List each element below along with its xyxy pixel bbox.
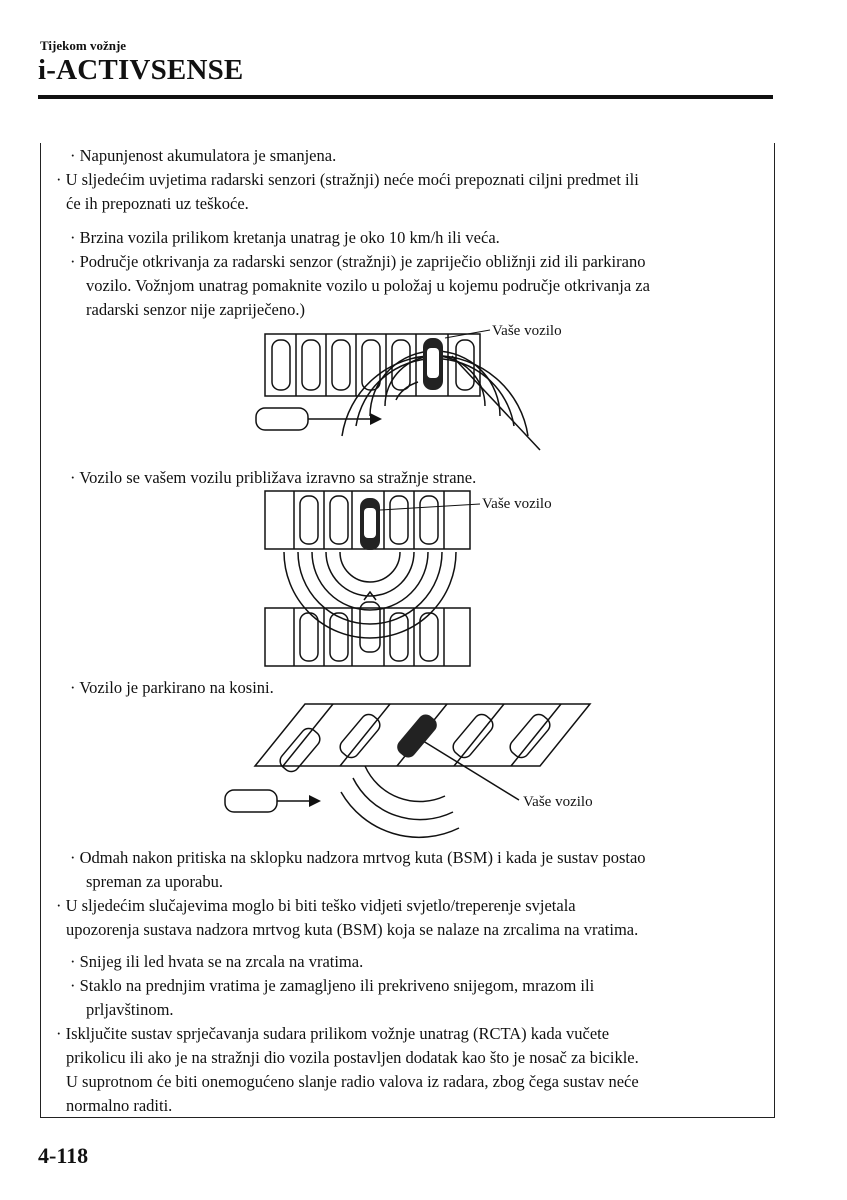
figure-slanted-parking	[215, 696, 615, 846]
item-snow: · Snijeg ili led hvata se na zrcala na vratima.	[70, 952, 364, 971]
rear-radar-intro-line2: će ih prepoznati uz teškoće.	[66, 194, 249, 213]
figure-approach-rear	[260, 486, 580, 676]
item-obstruct-line1: · Područje otkrivanja za radarski senzor (stražnji) je zapriječio obližnji zid ili parkirano	[70, 252, 646, 271]
rcta-line2: prikolicu ili ako je na stražnji dio vozila postavljen dodatak kao što je nosač za bicikle.	[66, 1048, 639, 1067]
bsm-intro-line2: upozorenja sustava nadzora mrtvog kuta (BSM) koja se nalaze na zrcalima na vratima.	[66, 920, 639, 939]
rcta-line4: normalno raditi.	[66, 1096, 173, 1115]
rcta-line3: U suprotnom će biti onemogućeno slanje radio valova iz radara, zbog čega sustav neće	[66, 1072, 639, 1091]
item-glass-line2: prljavštinom.	[86, 1000, 174, 1019]
item-glass-line1: · Staklo na prednjim vratima je zamagljeno ili prekriveno snijegom, mrazom ili	[70, 976, 595, 995]
rcta-line1: · Isključite sustav sprječavanja sudara prilikom vožnje unatrag (RCTA) kada vučete	[56, 1024, 610, 1043]
item-obstruct-line3: radarski senzor nije zapriječeno.)	[86, 300, 305, 319]
item-obstruct-line2: vozilo. Vožnjom unatrag pomaknite vozilo u položaj u kojemu područje otkrivanja za	[86, 276, 650, 295]
item-slope: · Vozilo je parkirano na kosini.	[70, 678, 274, 697]
figure-1-label: Vaše vozilo	[492, 323, 562, 339]
figure-3-label: Vaše vozilo	[523, 794, 593, 810]
item-bsm-line2: spreman za uporabu.	[86, 872, 223, 891]
item-battery: · Napunjenost akumulatora je smanjena.	[70, 146, 337, 165]
item-bsm-line1: · Odmah nakon pritiska na sklopku nadzora mrtvog kuta (BSM) i kada je sustav postao	[70, 848, 646, 867]
figure-2-label: Vaše vozilo	[482, 496, 552, 512]
page-number: 4-118	[38, 1143, 89, 1168]
item-speed: · Brzina vozila prilikom kretanja unatrag je oko 10 km/h ili veća.	[70, 228, 500, 247]
figure-obstructed-radar	[220, 316, 600, 466]
section-label: Tijekom vožnje	[40, 38, 127, 53]
item-approach: · Vozilo se vašem vozilu približava izravno sa stražnje strane.	[70, 468, 477, 487]
page-title: i-ACTIVSENSE	[38, 54, 244, 86]
rear-radar-intro-line1: · U sljedećim uvjetima radarski senzori (stražnji) neće moći prepoznati ciljni predmet ili	[56, 170, 639, 189]
title-rule	[38, 95, 773, 99]
bsm-intro-line1: · U sljedećim slučajevima moglo bi biti teško vidjeti svjetlo/treperenje svjetala	[56, 896, 576, 915]
